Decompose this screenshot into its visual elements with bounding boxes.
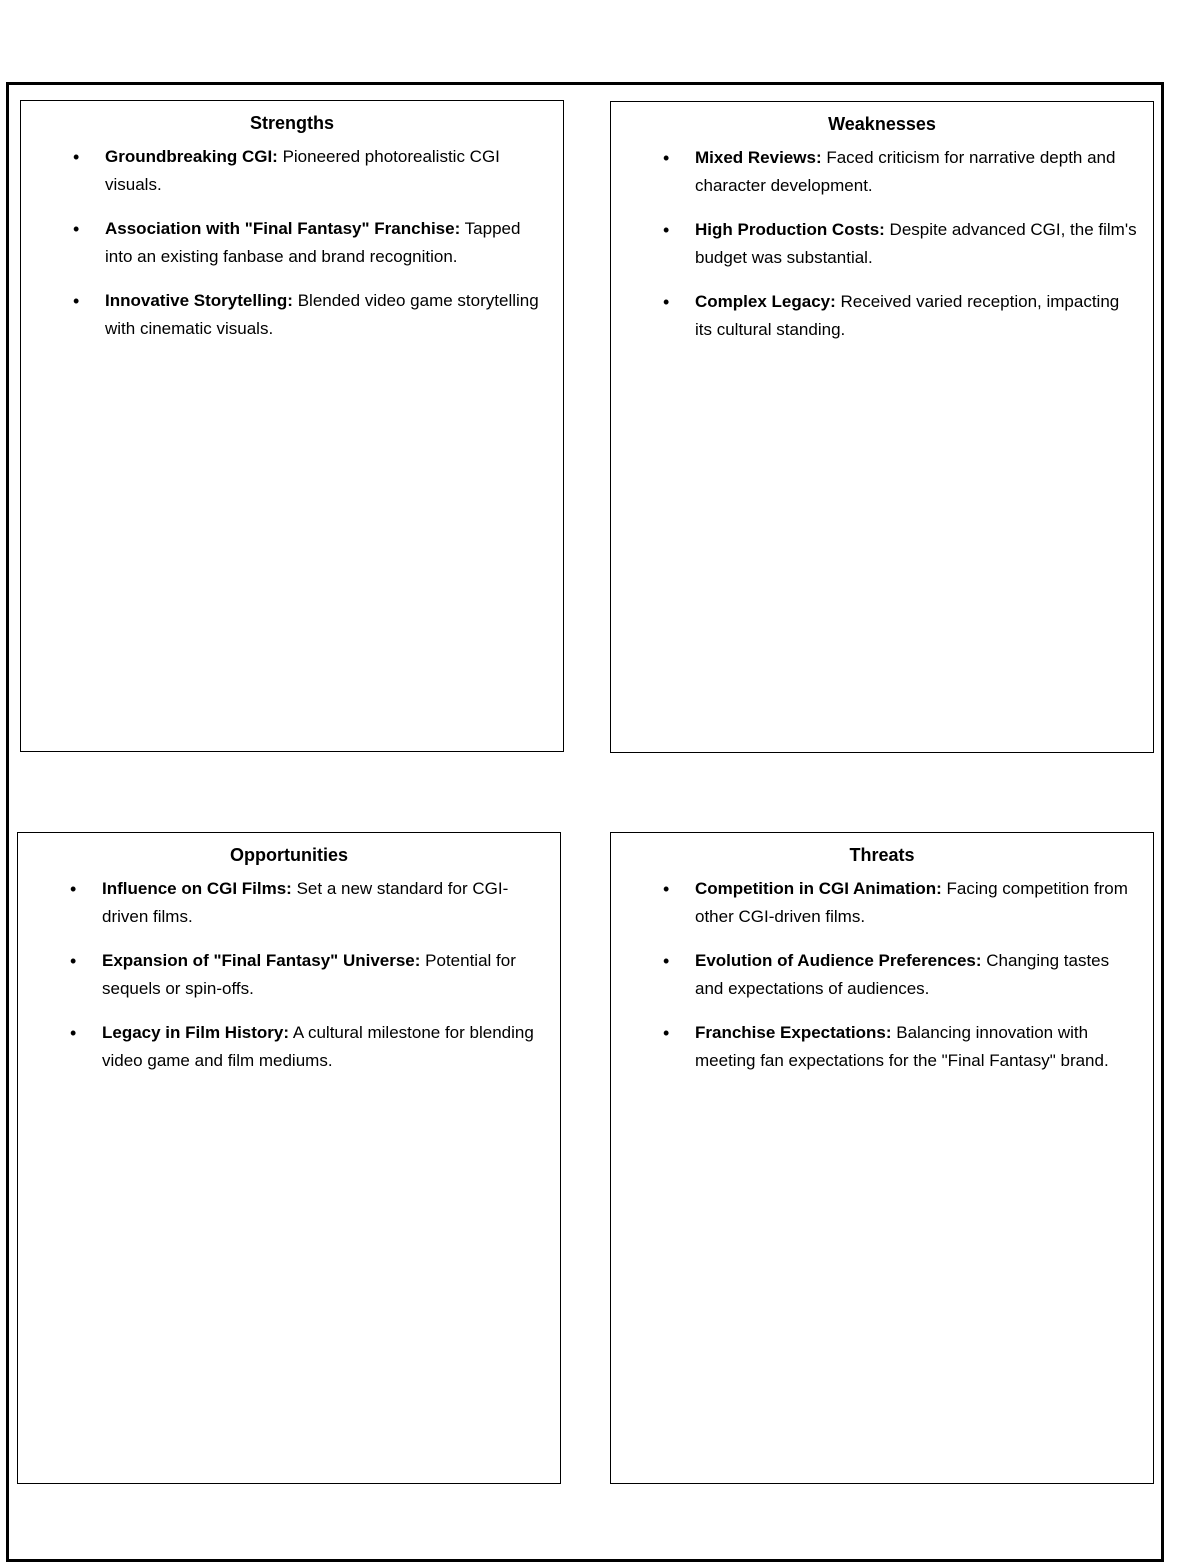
list-item: [35, 143, 549, 199]
item-text: Tapped into an existing fanbase and brand recognition.: [105, 219, 521, 266]
bullet-icon: •: [663, 292, 670, 312]
bullet-icon: •: [70, 1023, 77, 1043]
opportunities-quadrant: [17, 832, 561, 1484]
list-item: [625, 1019, 1139, 1075]
weaknesses-title: Weaknesses: [828, 114, 936, 134]
item-term: Expansion of "Final Fantasy" Universe:: [102, 951, 421, 970]
item-term: Competition in CGI Animation:: [695, 879, 942, 898]
item-term: High Production Costs:: [695, 220, 885, 239]
item-text: Blended video game storytelling with cinematic visuals.: [105, 291, 539, 338]
item-text: Potential for sequels or spin-offs.: [102, 951, 516, 998]
bullet-icon: •: [70, 879, 77, 899]
item-text: Set a new standard for CGI-driven films.: [102, 879, 509, 926]
bullet-icon: •: [73, 147, 80, 167]
list-item: [625, 288, 1139, 344]
list-item: [625, 947, 1139, 1003]
item-term: Mixed Reviews:: [695, 148, 822, 167]
item-text: Changing tastes and expectations of audiences.: [695, 951, 1110, 998]
threats-list: [625, 875, 1139, 1075]
item-text: Balancing innovation with meeting fan expectations for the "Final Fantasy" brand.: [695, 1023, 1109, 1070]
bullet-icon: •: [663, 1023, 670, 1043]
strengths-title: Strengths: [249, 113, 334, 133]
weaknesses-quadrant: [610, 101, 1154, 753]
item-term: Influence on CGI Films:: [102, 879, 292, 898]
item-term: Franchise Expectations:: [695, 1023, 892, 1042]
strengths-list: [35, 143, 549, 343]
strengths-quadrant: [20, 100, 564, 752]
list-item: [32, 875, 546, 931]
list-item: [625, 144, 1139, 200]
bullet-icon: •: [663, 879, 670, 899]
item-term: Innovative Storytelling:: [105, 291, 293, 310]
threats-quadrant: [610, 832, 1154, 1484]
item-text: Facing competition from other CGI-driven films.: [695, 879, 1128, 926]
item-term: Legacy in Film History:: [102, 1023, 290, 1042]
list-item: [625, 216, 1139, 272]
list-item: [35, 215, 549, 271]
item-text: Received varied reception, impacting its cultural standing.: [695, 292, 1120, 339]
opportunities-title: Opportunities: [230, 845, 348, 865]
item-text: A cultural milestone for blending video game and film mediums.: [102, 1023, 534, 1070]
item-term: Evolution of Audience Preferences:: [695, 951, 982, 970]
item-term: Groundbreaking CGI:: [105, 147, 278, 166]
item-text: Pioneered photorealistic CGI visuals.: [105, 147, 500, 194]
threats-title: Threats: [849, 845, 915, 865]
bullet-icon: •: [73, 219, 80, 239]
list-item: [32, 1019, 546, 1075]
bullet-icon: •: [73, 291, 80, 311]
bullet-icon: •: [663, 148, 670, 168]
bullet-icon: •: [70, 951, 77, 971]
list-item: [35, 287, 549, 343]
item-term: Association with "Final Fantasy" Franchise:: [105, 219, 461, 238]
item-text: Faced criticism for narrative depth and character development.: [695, 148, 1116, 195]
item-text: Despite advanced CGI, the film's budget was substantial.: [695, 220, 1137, 267]
item-term: Complex Legacy:: [695, 292, 836, 311]
list-item: [32, 947, 546, 1003]
weaknesses-list: [625, 144, 1139, 344]
list-item: [625, 875, 1139, 931]
opportunities-list: [32, 875, 546, 1075]
bullet-icon: •: [663, 220, 670, 240]
bullet-icon: •: [663, 951, 670, 971]
